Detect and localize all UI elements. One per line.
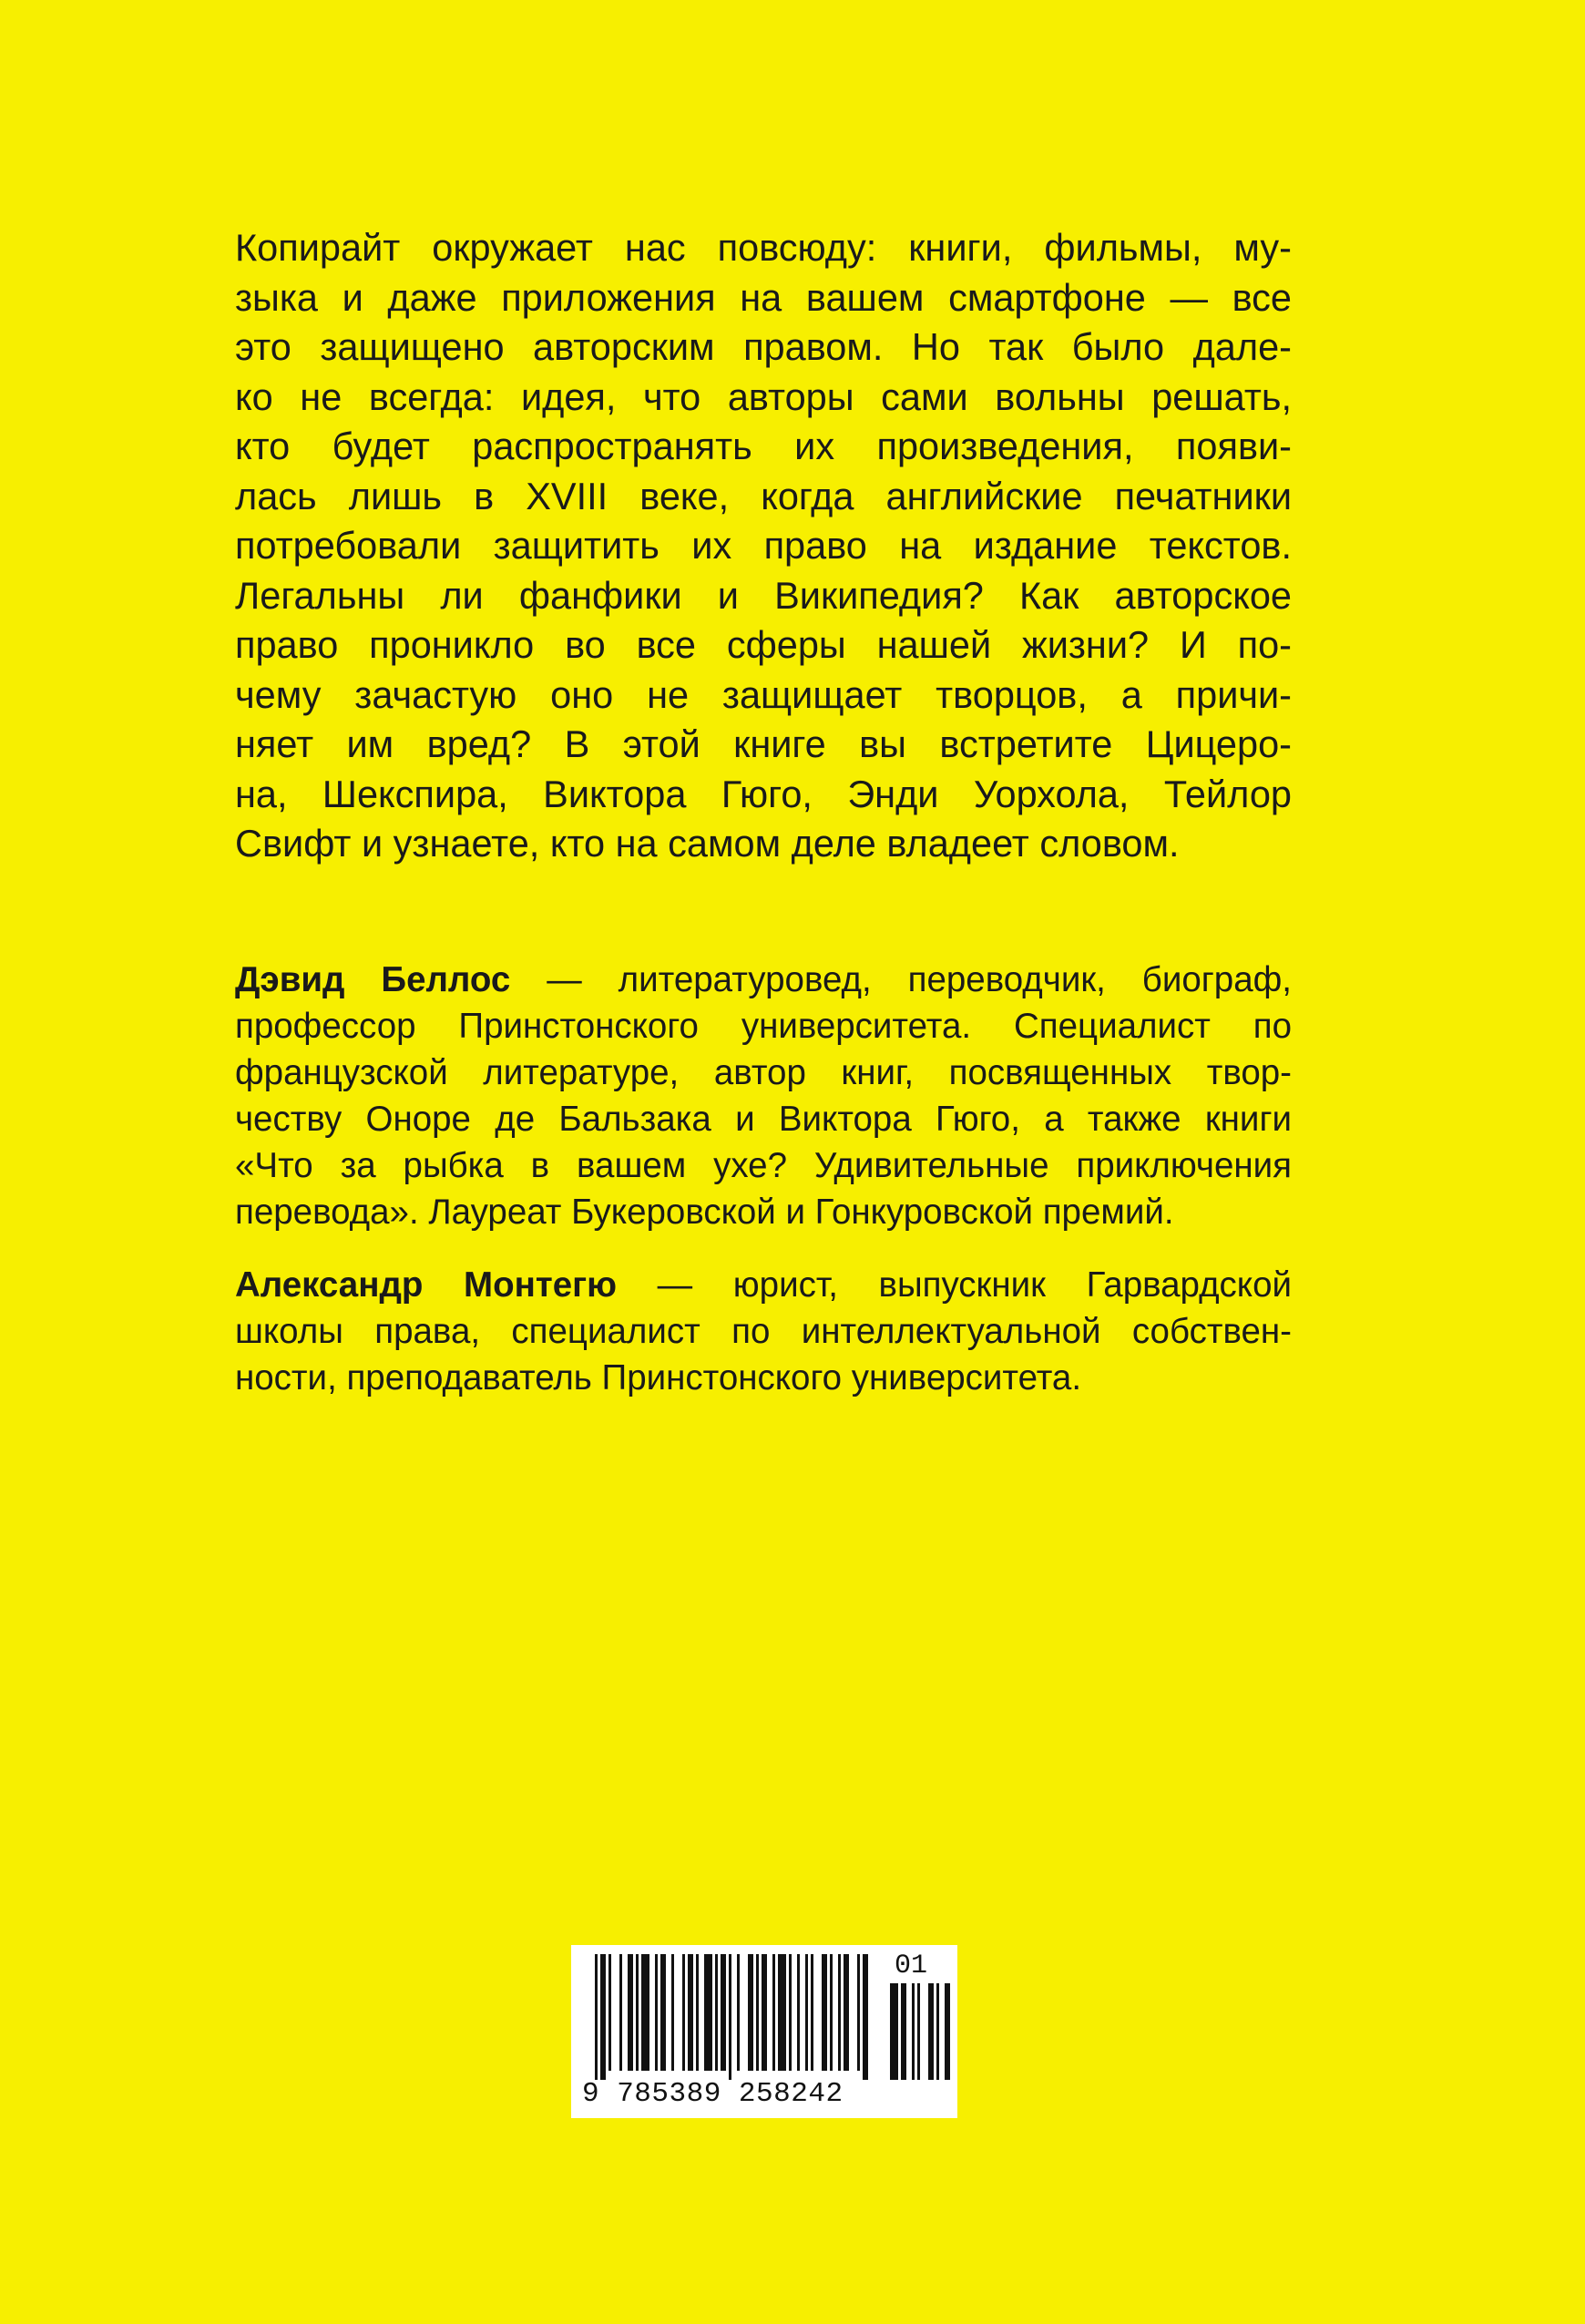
barcode-addon-bar: [912, 1983, 915, 2080]
bio-bellos-line: перевода». Лауреат Букеровской и Гонкуровской премий.: [235, 1193, 1174, 1232]
annotation-line: потребовали защитить их право на издание текстов.: [235, 524, 1292, 567]
annotation-line: право проникло во все сферы нашей жизни? И по-: [235, 623, 1292, 666]
barcode-bar: [844, 1954, 849, 2071]
bio-montagu-line-1: [235, 1262, 1292, 1308]
barcode-bar: [696, 1954, 699, 2071]
barcode-bar: [830, 1954, 833, 2071]
barcode-bar: [805, 1954, 808, 2071]
barcode-bar: [641, 1954, 649, 2071]
barcode-bar: [857, 1954, 860, 2071]
barcode-bar: [608, 1954, 611, 2071]
author-name-bellos: Дэвид Беллос: [235, 960, 511, 999]
barcode-bar: [737, 1954, 740, 2071]
author-bio-bellos: [235, 957, 1292, 1235]
barcode-bar: [671, 1954, 674, 2071]
barcode-bar: [797, 1954, 800, 2071]
annotation-line: Копирайт окружает нас повсюду: книги, фильмы, му-: [235, 226, 1292, 269]
barcode-bar: [778, 1954, 786, 2071]
barcode-addon-bar: [936, 1983, 939, 2080]
barcode-bar: [600, 1954, 606, 2080]
barcode-addon-bar: [901, 1983, 906, 2080]
bio-bellos-first-line-rest: — литературовед, переводчик, биограф,: [510, 960, 1292, 999]
bio-bellos-line: «Что за рыбка в вашем ухе? Удивительные приключения: [235, 1146, 1292, 1185]
annotation-line: чему зачастую оно не защищает творцов, а причи-: [235, 672, 1292, 716]
barcode-bar: [721, 1954, 726, 2071]
annotation-line: няет им вред? В этой книге вы встретите Цицеро-: [235, 722, 1292, 765]
author-name-montagu: Александр Монтегю: [235, 1265, 618, 1305]
barcode-bar: [655, 1954, 658, 2071]
isbn-number: 9 785389 258242: [582, 2078, 844, 2110]
barcode-addon-bar: [890, 1983, 898, 2080]
barcode-bar: [863, 1954, 868, 2080]
isbn-barcode: [571, 1945, 957, 2118]
bio-bellos-line: честву Оноре де Бальзака и Виктора Гюго, а также книги: [235, 1100, 1292, 1139]
barcode-addon-bar: [917, 1983, 920, 2080]
barcode-bar: [756, 1954, 759, 2071]
barcode-bar: [822, 1954, 827, 2071]
barcode-bar: [762, 1954, 767, 2071]
barcode-bar: [715, 1954, 718, 2071]
barcode-bar: [704, 1954, 712, 2071]
barcode-bar: [636, 1954, 639, 2071]
barcode-addon-bar: [928, 1983, 934, 2080]
barcode-bar: [660, 1954, 666, 2071]
barcode-bar: [729, 1954, 731, 2080]
book-annotation: [235, 223, 1292, 869]
bio-montagu-line: школы права, специалист по интеллектуальной собствен-: [235, 1312, 1292, 1351]
barcode-bar: [619, 1954, 622, 2071]
annotation-line: зыка и даже приложения на вашем смартфоне — все: [235, 275, 1292, 319]
annotation-line: Свифт и узнаете, кто на самом деле владеет словом.: [235, 822, 1180, 865]
bio-bellos-line: французской литературе, автор книг, посвященных твор-: [235, 1053, 1292, 1092]
bio-montagu-line: ности, преподаватель Принстонского университета.: [235, 1358, 1082, 1397]
barcode-bar: [838, 1954, 841, 2071]
barcode-bar: [682, 1954, 685, 2071]
bio-bellos-line: профессор Принстонского университета. Специалист по: [235, 1007, 1292, 1046]
annotation-line: ко не всегда: идея, что авторы сами вольны решать,: [235, 374, 1292, 418]
annotation-line: на, Шекспира, Виктора Гюго, Энди Уорхола, Тейлор: [235, 772, 1292, 815]
barcode-bar: [748, 1954, 753, 2071]
annotation-line: лась лишь в XVIII веке, когда английские печатники: [235, 474, 1292, 517]
barcode-bar: [811, 1954, 813, 2071]
annotation-line: Легальны ли фанфики и Википедия? Как авторское: [235, 573, 1292, 617]
annotation-line: это защищено авторским правом. Но так было дале-: [235, 325, 1292, 368]
barcode-bar: [595, 1954, 598, 2080]
barcode-bar: [628, 1954, 633, 2071]
barcode-bar: [688, 1954, 693, 2071]
barcode-addon-number: 01: [895, 1950, 928, 1981]
barcode-addon-bar: [945, 1983, 950, 2080]
annotation-line: кто будет распространять их произведения, появи-: [235, 425, 1292, 467]
barcode-bar: [789, 1954, 792, 2071]
bio-montagu-first-line-rest: — юрист, выпускник Гарвардской: [617, 1265, 1292, 1305]
barcode-bar: [772, 1954, 775, 2071]
author-bio-montagu: [235, 1262, 1292, 1401]
bio-bellos-line-1: [235, 957, 1292, 1003]
